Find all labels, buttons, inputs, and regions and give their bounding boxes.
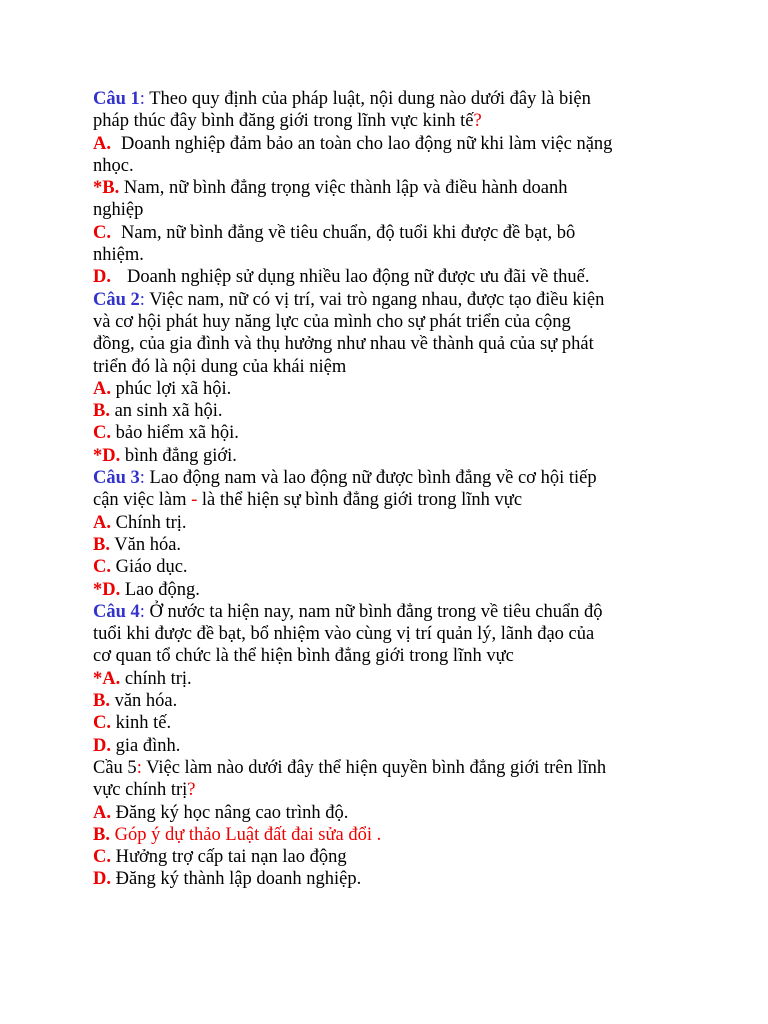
question-2-line-4 (93, 356, 708, 378)
q1-option-b-label: *B. (93, 178, 120, 199)
q1-option-c-text-1: Nam, nữ bình đẳng về tiêu chuẩn, độ tuổi khi được đề bạt, bô (121, 222, 576, 243)
q1-option-a-label: A. (93, 133, 111, 154)
q1-option-b (93, 177, 708, 199)
q4-option-d (93, 735, 708, 757)
question-2-text-4: triển đó là nội dung của khái niệm (93, 356, 347, 377)
q3-option-a-label: A. (93, 512, 111, 533)
q5-option-d-text: Đăng ký thành lập doanh nghiệp. (111, 869, 362, 890)
q1-option-b-cont (93, 199, 708, 221)
q2-option-a-text: phúc lợi xã hội. (111, 378, 232, 399)
q2-option-d (93, 445, 708, 467)
q3-option-a-text: Chính trị. (111, 512, 187, 533)
question-5-text-1: Việc làm nào dưới đây thể hiện quyền bình đẳng giới trên lĩnh (141, 757, 607, 778)
question-4-line-1: Câu 4: Ở nước ta hiện nay, nam nữ bình đẳng trong về tiêu chuẩn độ (93, 601, 603, 622)
q1-option-c-text-2: nhiệm. (93, 245, 144, 266)
q3-option-b (93, 534, 708, 556)
question-3-line-2 (93, 489, 708, 511)
question-4-line-2 (93, 623, 708, 645)
q5-option-a-label: A. (93, 802, 111, 823)
question-2-line-1: Câu 2: Việc nam, nữ có vị trí, vai trò ngang nhau, được tạo điều kiện (93, 289, 605, 310)
q5-option-d-label: D. (93, 869, 111, 890)
q4-option-a-label: *A. (93, 668, 121, 689)
question-5-qmark: ? (187, 780, 196, 801)
q5-option-b-label: B. (93, 824, 110, 845)
question-1-text-2: pháp thúc đây bình đăng giới trong lĩnh vực kinh tế (93, 111, 474, 132)
q4-option-b (93, 690, 708, 712)
question-4-label: Câu 4 (93, 601, 140, 622)
q4-option-b-text: văn hóa. (109, 691, 178, 712)
question-2-line-2 (93, 311, 708, 333)
q1-option-b-text-2: nghiệp (93, 200, 144, 221)
question-3-line-1: Câu 3: Lao động nam và lao động nữ được bình đẳng về cơ hội tiếp (93, 468, 597, 489)
q1-option-b-text-1: Nam, nữ bình đẳng trọng việc thành lập và điều hành doanh (119, 178, 568, 199)
q3-option-c-label: C. (93, 557, 111, 578)
q1-option-a-text-2: nhọc. (93, 155, 134, 176)
question-5-line-1: Cầu 5: Việc làm nào dưới đây thể hiện quyền bình đẳng giới trên lĩnh (93, 757, 607, 778)
question-2-label: Câu 2 (93, 289, 140, 310)
question-2-text-3: đồng, của gia đình và thụ hưởng như nhau về thành quả của sự phát (93, 334, 594, 355)
q5-option-b-text: Góp ý dự thảo Luật đất đai sửa đổi . (109, 824, 382, 845)
q2-option-c-label: C. (93, 423, 111, 444)
q1-option-d-text-1: Doanh nghiệp sử dụng nhiều lao động nữ được ưu đãi về thuế. (127, 267, 590, 288)
q2-option-d-label: *D. (93, 445, 121, 466)
q2-option-a (93, 378, 708, 400)
question-3-text-2a: cận việc làm (93, 490, 192, 511)
q4-option-d-label: D. (93, 735, 111, 756)
q2-option-c-text: bảo hiểm xã hội. (111, 423, 239, 444)
question-5-line-2 (93, 779, 708, 801)
question-1-label: Câu 1 (93, 89, 140, 109)
question-1-qmark: ? (473, 111, 482, 132)
q3-option-b-text: Văn hóa. (109, 534, 182, 555)
question-4-text-3: cơ quan tổ chức là thể hiện bình đẳng giới trong lĩnh vực (93, 646, 514, 667)
q4-option-c-text: kinh tế. (111, 713, 172, 734)
q1-option-a (93, 133, 708, 155)
q5-option-a (93, 802, 708, 824)
q3-option-d-text: Lao động. (120, 579, 200, 600)
q5-option-c (93, 846, 708, 868)
q3-option-d (93, 579, 708, 601)
q4-option-d-text: gia đình. (111, 735, 181, 756)
q3-option-c-text: Giáo dục. (111, 557, 188, 578)
q3-option-d-label: *D. (93, 579, 121, 600)
question-4-text-1: Ở nước ta hiện nay, nam nữ bình đẳng trong về tiêu chuẩn độ (144, 601, 603, 622)
q1-option-d-label: D. (93, 267, 111, 288)
question-3-dash: - (191, 490, 198, 511)
q4-option-b-label: B. (93, 691, 110, 712)
question-5-label: Cầu 5 (93, 757, 137, 778)
question-1-text-1: Theo quy định của pháp luật, nội dung nào dưới đây là biện (144, 89, 591, 109)
q4-option-a-text: chính trị. (120, 668, 192, 689)
question-1-line-1: Câu 1: Theo quy định của pháp luật, nội dung nào dưới đây là biện (93, 89, 591, 109)
q1-option-a-text-1: Doanh nghiệp đảm bảo an toàn cho lao động nữ khi làm việc nặng (121, 133, 613, 154)
q4-option-c (93, 712, 708, 734)
q4-option-c-label: C. (93, 713, 111, 734)
q2-option-b-text: an sinh xã hội. (109, 401, 223, 422)
q1-option-c (93, 222, 708, 244)
question-3-text-1: Lao động nam và lao động nữ được bình đẳng về cơ hội tiếp (144, 468, 597, 489)
question-3-label: Câu 3 (93, 468, 140, 489)
q1-option-a-cont (93, 155, 708, 177)
q5-option-a-text: Đăng ký học nâng cao trình độ. (111, 802, 349, 823)
question-5-text-2: vực chính trị (93, 780, 188, 801)
q1-option-c-label: C. (93, 222, 111, 243)
q3-option-c (93, 556, 708, 578)
q5-option-c-text: Hưởng trợ cấp tai nạn lao động (111, 847, 347, 868)
q5-option-b (93, 824, 708, 846)
question-1-line-2 (93, 110, 708, 132)
q2-option-c (93, 422, 708, 444)
question-3-text-2b: là thể hiện sự bình đẳng giới trong lĩnh vực (197, 490, 523, 511)
q2-option-b-label: B. (93, 401, 110, 422)
question-2-text-2: và cơ hội phát huy năng lực của mình cho sự phát triển của cộng (93, 311, 571, 332)
q5-option-c-label: C. (93, 847, 111, 868)
question-2-text-1: Việc nam, nữ có vị trí, vai trò ngang nhau, được tạo điều kiện (144, 289, 605, 310)
question-4-text-2: tuổi khi được đề bạt, bổ nhiệm vào cùng vị trí quản lý, lãnh đạo của (93, 624, 595, 645)
q2-option-d-text: bình đẳng giới. (120, 445, 237, 466)
q3-option-a (93, 512, 708, 534)
q2-option-a-label: A. (93, 378, 111, 399)
q2-option-b (93, 400, 708, 422)
question-4-line-3 (93, 645, 708, 667)
q4-option-a (93, 668, 708, 690)
q1-option-d (93, 266, 708, 288)
question-2-line-3 (93, 333, 708, 355)
q3-option-b-label: B. (93, 534, 110, 555)
q5-option-d (93, 868, 708, 890)
q1-option-c-cont (93, 244, 708, 266)
